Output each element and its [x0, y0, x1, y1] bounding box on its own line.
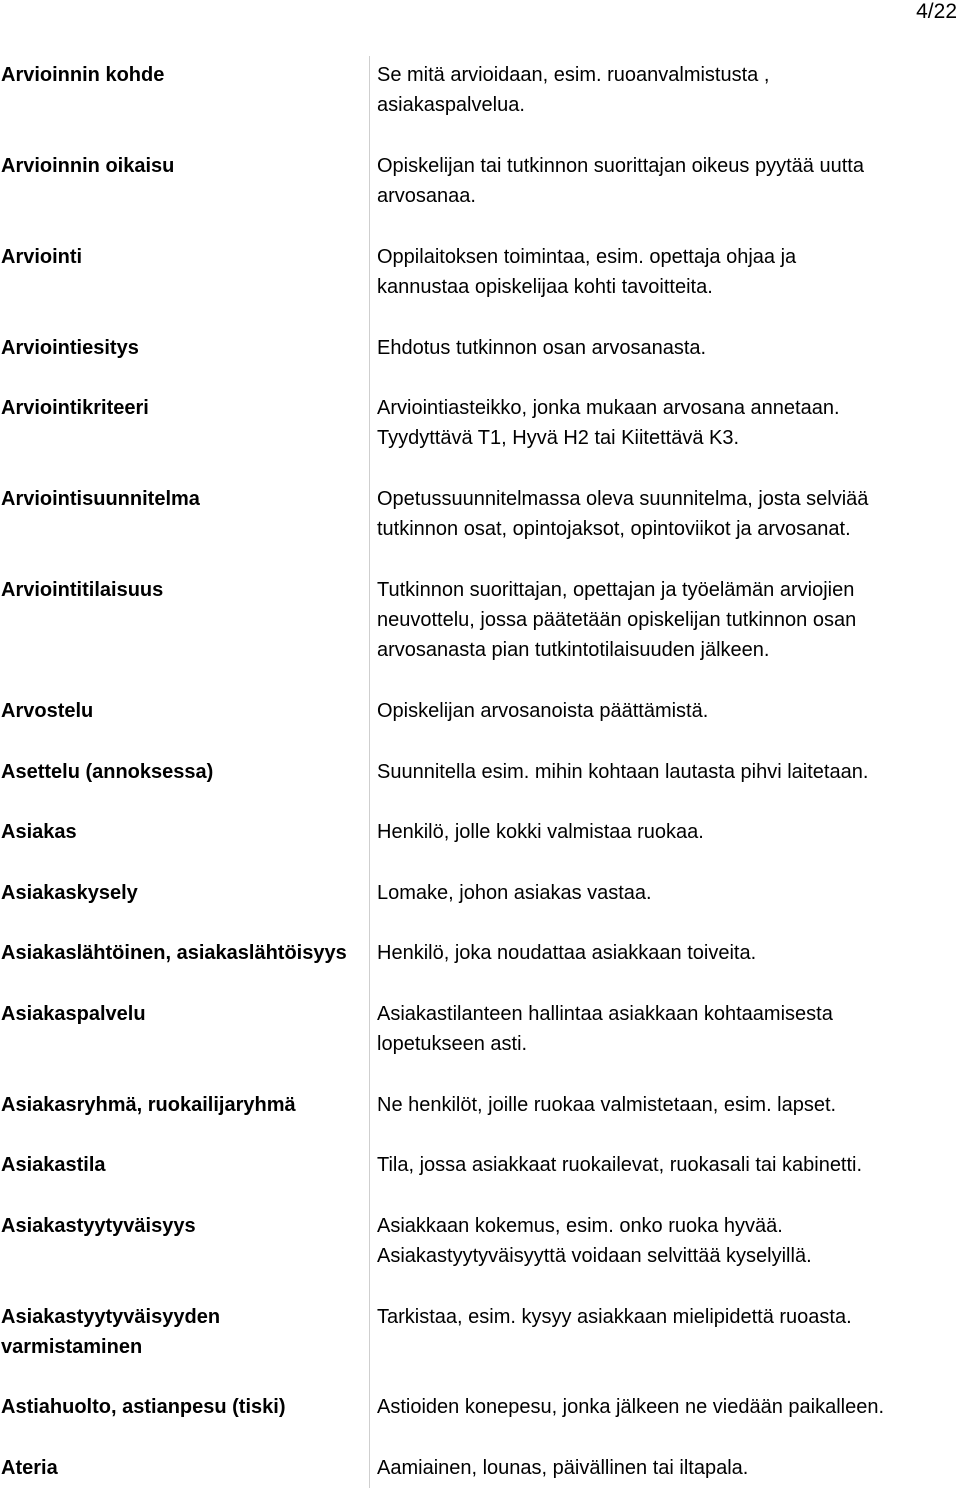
glossary-definition: Se mitä arvioidaan, esim. ruoanvalmistusta , asiakaspalvelua. — [377, 64, 770, 116]
glossary-definition: Tarkistaa, esim. kysyy asiakkaan mielipidettä ruoasta. — [377, 1306, 852, 1328]
glossary-definition: Henkilö, jolle kokki valmistaa ruokaa. — [377, 821, 704, 843]
glossary-definition: Astioiden konepesu, jonka jälkeen ne viedään paikalleen. — [377, 1396, 885, 1418]
glossary-term: Astiahuolto, astianpesu (tiski) — [1, 1396, 286, 1418]
glossary-term: Asiakastyytyväisyys — [1, 1215, 196, 1237]
glossary-term: Arvioinnin kohde — [1, 64, 165, 86]
glossary-term: Arviointisuunnitelma — [1, 488, 200, 510]
glossary-definition: Ne henkilöt, joille ruokaa valmistetaan, esim. lapset. — [377, 1094, 837, 1116]
glossary-definition: Lomake, johon asiakas vastaa. — [377, 882, 652, 904]
glossary-term: Arvioinnin oikaisu — [1, 155, 175, 177]
glossary-term: Asettelu (annoksessa) — [1, 761, 214, 783]
glossary-definition: Suunnitella esim. mihin kohtaan lautasta pihvi laitetaan. — [377, 761, 869, 783]
glossary-term: Arviointiesitys — [1, 337, 139, 359]
glossary-term: Asiakaslähtöinen, asiakaslähtöisyys — [1, 942, 347, 964]
glossary-term: Asiakastyytyväisyyden varmistaminen — [1, 1306, 221, 1358]
glossary-definition: Henkilö, joka noudattaa asiakkaan toiveita. — [377, 942, 757, 964]
column-divider — [369, 56, 370, 1488]
glossary-definition: Opiskelijan arvosanoista päättämistä. — [377, 700, 709, 722]
glossary-term: Asiakaskysely — [1, 882, 138, 904]
glossary-term: Arviointikriteeri — [1, 397, 149, 419]
glossary-definition: Opetussuunnitelmassa oleva suunnitelma, josta selviää tutkinnon osat, opintojaksot, opintoviikot ja arvosanat. — [377, 488, 869, 540]
glossary-term: Arviointi — [1, 246, 83, 268]
glossary-term: Asiakas — [1, 821, 77, 843]
glossary-term: Arviointitilaisuus — [1, 579, 164, 601]
glossary-term: Ateria — [1, 1457, 58, 1479]
glossary-term: Arvostelu — [1, 700, 94, 722]
glossary-definition: Arviointiasteikko, jonka mukaan arvosana annetaan. Tyydyttävä T1, Hyvä H2 tai Kiitettävä K3. — [377, 397, 840, 449]
glossary-definition: Ehdotus tutkinnon osan arvosanasta. — [377, 337, 707, 359]
glossary-definition: Asiakastilanteen hallintaa asiakkaan kohtaamisesta lopetukseen asti. — [377, 1003, 833, 1055]
glossary-term: Asiakasryhmä, ruokailijaryhmä — [1, 1094, 296, 1116]
glossary-definition: Tutkinnon suorittajan, opettajan ja työelämän arviojien neuvottelu, jossa päätetään opiskelijan tutkinnon osan arvosanasta pian tutkintotilaisuuden jälkeen. — [377, 579, 857, 661]
glossary-definition: Oppilaitoksen toimintaa, esim. opettaja ohjaa ja kannustaa opiskelijaa kohti tavoitteita. — [377, 246, 797, 298]
page-number: 4/22 — [916, 0, 957, 23]
glossary-definition: Opiskelijan tai tutkinnon suorittajan oikeus pyytää uutta arvosanaa. — [377, 155, 864, 207]
glossary-definition: Asiakkaan kokemus, esim. onko ruoka hyvää. Asiakastyytyväisyyttä voidaan selvittää kyselyillä. — [377, 1215, 812, 1267]
glossary-definition: Tila, jossa asiakkaat ruokailevat, ruokasali tai kabinetti. — [377, 1154, 863, 1176]
glossary-term: Asiakastila — [1, 1154, 106, 1176]
glossary-term: Asiakaspalvelu — [1, 1003, 146, 1025]
glossary-definition: Aamiainen, lounas, päivällinen tai iltapala. — [377, 1457, 749, 1479]
